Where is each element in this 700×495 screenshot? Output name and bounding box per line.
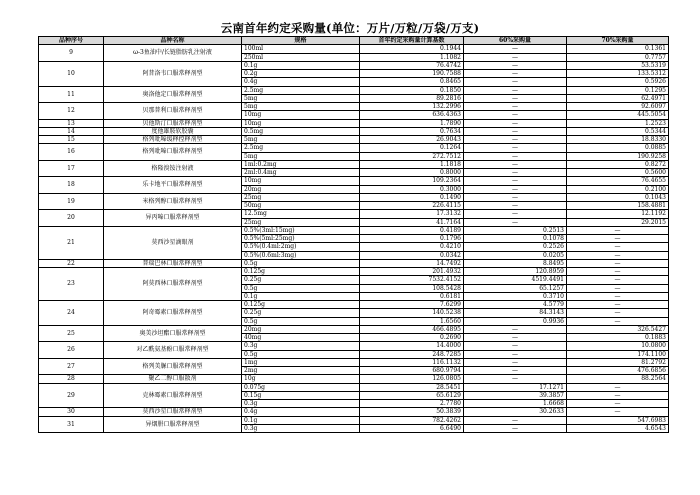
cell-spec: 0.1g [242, 292, 360, 300]
cell-variety-name: 对乙酰氨基酚口服常释剂型 [104, 342, 242, 359]
cell-base-quantity: 248.7285 [360, 350, 464, 358]
cell-base-quantity: 7532.4152 [360, 276, 464, 284]
cell-base-quantity: 201.4932 [360, 268, 464, 276]
cell-variety-name: 贝那普利口服常释剂型 [104, 103, 242, 120]
cell-base-quantity: 1.1082 [360, 53, 464, 61]
cell-70-percent: 92.6097 [567, 103, 669, 111]
cell-70-percent: 0.5926 [567, 78, 669, 86]
cell-base-quantity: 109.2364 [360, 177, 464, 185]
table-row [39, 103, 669, 111]
cell-spec: 0.5g [242, 284, 360, 292]
cell-base-quantity: 76.4742 [360, 61, 464, 69]
cell-variety-no: 18 [39, 177, 104, 194]
cell-base-quantity: 50.3839 [360, 408, 464, 416]
cell-variety-no: 14 [39, 127, 104, 135]
cell-60-percent: — [464, 367, 567, 375]
cell-70-percent: — [567, 301, 669, 309]
cell-spec: 0.5g [242, 259, 360, 267]
cell-60-percent: — [464, 218, 567, 226]
cell-base-quantity: 0.2690 [360, 334, 464, 342]
table-row [39, 86, 669, 94]
cell-spec: 0.5%(3ml:15mg) [242, 226, 360, 234]
header-60-percent: 60%采购量 [464, 37, 567, 45]
cell-60-percent: 17.1271 [464, 383, 567, 391]
cell-variety-no: 27 [39, 358, 104, 375]
cell-60-percent: — [464, 86, 567, 94]
cell-base-quantity: 0.8000 [360, 169, 464, 177]
cell-variety-name: 格列吡嗪缓释控释剂型 [104, 136, 242, 144]
header-variety-name: 品种名称 [104, 37, 242, 45]
cell-60-percent: — [464, 177, 567, 185]
cell-spec: 0.2g [242, 70, 360, 78]
table-row [39, 325, 669, 333]
table-row [39, 375, 669, 383]
cell-spec: 10g [242, 375, 360, 383]
cell-variety-name: 异丙嗪口服常释剂型 [104, 210, 242, 227]
table-row [39, 383, 669, 391]
cell-spec: 5mg [242, 94, 360, 102]
cell-spec: 0.1g [242, 61, 360, 69]
cell-variety-name: 普瑞巴林口服常释剂型 [104, 259, 242, 267]
table-row [39, 342, 669, 350]
cell-spec: 0.3g [242, 400, 360, 408]
cell-70-percent: 4.6543 [567, 424, 669, 432]
cell-base-quantity: 190.7588 [360, 70, 464, 78]
cell-variety-no: 13 [39, 119, 104, 127]
cell-base-quantity: 0.0342 [360, 251, 464, 259]
cell-base-quantity: 0.1944 [360, 45, 464, 53]
cell-base-quantity: 226.4115 [360, 202, 464, 210]
cell-70-percent: 445.5054 [567, 111, 669, 119]
cell-base-quantity: 0.1264 [360, 144, 464, 152]
cell-60-percent: 4.5779 [464, 301, 567, 309]
cell-70-percent: 0.7757 [567, 53, 669, 61]
cell-spec: 40mg [242, 334, 360, 342]
cell-60-percent: 4519.4491 [464, 276, 567, 284]
cell-70-percent: 29.2015 [567, 218, 669, 226]
cell-base-quantity: 0.1490 [360, 193, 464, 201]
cell-spec: 0.4g [242, 78, 360, 86]
cell-70-percent: — [567, 317, 669, 325]
cell-70-percent: 547.6983 [567, 416, 669, 424]
cell-spec: 0.5mg [242, 127, 360, 135]
cell-60-percent: — [464, 342, 567, 350]
table-row [39, 193, 669, 201]
cell-60-percent: — [464, 210, 567, 218]
cell-variety-name: 米格列醇口服常释剂型 [104, 193, 242, 210]
cell-base-quantity: 0.1850 [360, 86, 464, 94]
cell-variety-name: 格列美脲口服常释剂型 [104, 358, 242, 375]
cell-60-percent: — [464, 61, 567, 69]
cell-60-percent: — [464, 127, 567, 135]
cell-70-percent: 0.8272 [567, 160, 669, 168]
table-row [39, 45, 669, 53]
cell-spec: 0.1g [242, 416, 360, 424]
cell-70-percent: — [567, 251, 669, 259]
cell-60-percent: — [464, 358, 567, 366]
cell-70-percent: — [567, 292, 669, 300]
cell-70-percent: 18.8330 [567, 136, 669, 144]
cell-variety-name: 阿昔洛韦口服常释剂型 [104, 61, 242, 86]
cell-70-percent: — [567, 235, 669, 243]
cell-spec: 0.25g [242, 309, 360, 317]
cell-variety-name: 格列吡嗪口服常释剂型 [104, 144, 242, 161]
table-row [39, 259, 669, 267]
cell-70-percent: 0.1361 [567, 45, 669, 53]
cell-70-percent: — [567, 276, 669, 284]
cell-variety-no: 11 [39, 86, 104, 103]
cell-spec: 250ml [242, 53, 360, 61]
cell-70-percent: 81.2792 [567, 358, 669, 366]
header-row [39, 37, 669, 45]
cell-variety-no: 9 [39, 45, 104, 62]
cell-variety-no: 10 [39, 61, 104, 86]
cell-variety-no: 28 [39, 375, 104, 383]
cell-60-percent: 65.1257 [464, 284, 567, 292]
cell-60-percent: — [464, 350, 567, 358]
cell-base-quantity: 7.6299 [360, 301, 464, 309]
cell-spec: 0.5%(5ml:25mg) [242, 235, 360, 243]
cell-60-percent: 1.6668 [464, 400, 567, 408]
cell-base-quantity: 680.9794 [360, 367, 464, 375]
cell-70-percent: 62.4971 [567, 94, 669, 102]
cell-base-quantity: 2.7780 [360, 400, 464, 408]
table-row [39, 226, 669, 234]
cell-70-percent: 133.5312 [567, 70, 669, 78]
table-row [39, 177, 669, 185]
cell-spec: 5mg [242, 136, 360, 144]
cell-base-quantity: 6.6490 [360, 424, 464, 432]
cell-70-percent: 0.5600 [567, 169, 669, 177]
cell-spec: 20mg [242, 185, 360, 193]
cell-70-percent: 190.9258 [567, 152, 669, 160]
cell-variety-no: 26 [39, 342, 104, 359]
cell-base-quantity: 89.2816 [360, 94, 464, 102]
cell-base-quantity: 1.1818 [360, 160, 464, 168]
cell-70-percent: 88.2564 [567, 375, 669, 383]
cell-variety-name: 格隆溴铵注射液 [104, 160, 242, 177]
table-row [39, 144, 669, 152]
header-base-quantity: 首年约定采购量计算基数 [360, 37, 464, 45]
document-title: 云南首年约定采购量(单位：万片/万粒/万袋/万支) [220, 21, 480, 35]
cell-base-quantity: 0.7634 [360, 127, 464, 135]
cell-base-quantity: 126.0805 [360, 375, 464, 383]
cell-base-quantity: 14.7492 [360, 259, 464, 267]
cell-variety-no: 30 [39, 408, 104, 416]
cell-60-percent: 0.0205 [464, 251, 567, 259]
cell-spec: 50mg [242, 202, 360, 210]
cell-60-percent: 39.3857 [464, 391, 567, 399]
cell-70-percent: — [567, 226, 669, 234]
cell-60-percent: — [464, 136, 567, 144]
cell-60-percent: — [464, 160, 567, 168]
cell-70-percent: 476.6856 [567, 367, 669, 375]
cell-variety-name: 乐卡地平口服常释剂型 [104, 177, 242, 194]
cell-60-percent: — [464, 334, 567, 342]
cell-spec: 2ml:0.4mg [242, 169, 360, 177]
cell-base-quantity: 0.4210 [360, 243, 464, 251]
cell-spec: 0.5%(0.6ml:3mg) [242, 251, 360, 259]
cell-spec: 0.5g [242, 350, 360, 358]
cell-variety-no: 20 [39, 210, 104, 227]
cell-60-percent: — [464, 375, 567, 383]
cell-base-quantity: 0.6181 [360, 292, 464, 300]
cell-70-percent: 326.5427 [567, 325, 669, 333]
cell-base-quantity: 1.7890 [360, 119, 464, 127]
cell-variety-name: 阿奇霉素口服常释剂型 [104, 301, 242, 326]
cell-70-percent: — [567, 309, 669, 317]
cell-60-percent: — [464, 144, 567, 152]
cell-base-quantity: 108.5428 [360, 284, 464, 292]
cell-variety-name: 聚乙二醇口服散剂 [104, 375, 242, 383]
cell-70-percent: 76.4655 [567, 177, 669, 185]
cell-70-percent: 1.2523 [567, 119, 669, 127]
table-row [39, 136, 669, 144]
cell-spec: 0.5g [242, 317, 360, 325]
cell-spec: 25mg [242, 193, 360, 201]
cell-variety-no: 19 [39, 193, 104, 210]
cell-70-percent: — [567, 383, 669, 391]
header-spec: 规格 [242, 37, 360, 45]
cell-variety-name: 莫西沙星滴眼剂 [104, 226, 242, 259]
cell-spec: 2mg [242, 367, 360, 375]
cell-60-percent: — [464, 45, 567, 53]
cell-spec: 25mg [242, 218, 360, 226]
header-70-percent: 70%采购量 [567, 37, 669, 45]
cell-spec: 10mg [242, 177, 360, 185]
cell-60-percent: 84.3143 [464, 309, 567, 317]
cell-base-quantity: 636.4363 [360, 111, 464, 119]
cell-spec: 1ml:0.2mg [242, 160, 360, 168]
cell-base-quantity: 14.4000 [360, 342, 464, 350]
cell-60-percent: 120.8959 [464, 268, 567, 276]
cell-variety-name: 度他雄胺软胶囊 [104, 127, 242, 135]
cell-60-percent: — [464, 119, 567, 127]
cell-variety-no: 21 [39, 226, 104, 259]
cell-variety-no: 17 [39, 160, 104, 177]
cell-spec: 0.4g [242, 408, 360, 416]
cell-spec: 0.15g [242, 391, 360, 399]
cell-base-quantity: 272.7512 [360, 152, 464, 160]
cell-variety-no: 31 [39, 416, 104, 433]
cell-variety-name: 异烟肼口服常释剂型 [104, 416, 242, 433]
cell-variety-no: 15 [39, 136, 104, 144]
cell-60-percent: — [464, 78, 567, 86]
cell-60-percent: — [464, 416, 567, 424]
cell-base-quantity: 0.1796 [360, 235, 464, 243]
cell-variety-name: 奥洛他定口服常释剂型 [104, 86, 242, 103]
cell-70-percent: — [567, 408, 669, 416]
cell-variety-name: 莫西沙星口服常释剂型 [104, 408, 242, 416]
cell-variety-no: 23 [39, 268, 104, 301]
cell-variety-name: 阿莫西林口服常释剂型 [104, 268, 242, 301]
table-row [39, 119, 669, 127]
table-row [39, 268, 669, 276]
cell-70-percent: 53.5319 [567, 61, 669, 69]
cell-spec: 0.3g [242, 342, 360, 350]
table-row [39, 301, 669, 309]
cell-70-percent: — [567, 391, 669, 399]
header-variety-no: 品种序号 [39, 37, 104, 45]
cell-variety-name: 贝他斯汀口服常释剂型 [104, 119, 242, 127]
cell-spec: 100ml [242, 45, 360, 53]
cell-base-quantity: 466.4895 [360, 325, 464, 333]
cell-spec: 10mg [242, 111, 360, 119]
cell-base-quantity: 17.3132 [360, 210, 464, 218]
cell-variety-no: 24 [39, 301, 104, 326]
cell-60-percent: — [464, 111, 567, 119]
cell-spec: 0.125g [242, 268, 360, 276]
cell-60-percent: — [464, 53, 567, 61]
cell-base-quantity: 116.1132 [360, 358, 464, 366]
cell-60-percent: — [464, 424, 567, 432]
cell-base-quantity: 782.4262 [360, 416, 464, 424]
cell-60-percent: 0.1078 [464, 235, 567, 243]
cell-60-percent: — [464, 70, 567, 78]
cell-variety-name: 克林霉素口服常释剂型 [104, 383, 242, 408]
cell-spec: 12.5mg [242, 210, 360, 218]
cell-base-quantity: 26.9043 [360, 136, 464, 144]
cell-70-percent: 158.4881 [567, 202, 669, 210]
cell-60-percent: — [464, 185, 567, 193]
table-row [39, 210, 669, 218]
cell-spec: 5mg [242, 152, 360, 160]
table-row [39, 408, 669, 416]
cell-variety-no: 12 [39, 103, 104, 120]
cell-60-percent: 30.2633 [464, 408, 567, 416]
cell-spec: 0.075g [242, 383, 360, 391]
table-row [39, 160, 669, 168]
cell-70-percent: — [567, 400, 669, 408]
cell-spec: 2.5mg [242, 144, 360, 152]
cell-variety-no: 25 [39, 325, 104, 342]
cell-70-percent: 0.1295 [567, 86, 669, 94]
cell-variety-no: 29 [39, 383, 104, 408]
cell-70-percent: 10.0800 [567, 342, 669, 350]
cell-spec: 1mg [242, 358, 360, 366]
cell-spec: 0.25g [242, 276, 360, 284]
cell-70-percent: 0.1043 [567, 193, 669, 201]
cell-base-quantity: 0.8465 [360, 78, 464, 86]
cell-60-percent: — [464, 94, 567, 102]
cell-70-percent: 0.1883 [567, 334, 669, 342]
cell-60-percent: — [464, 193, 567, 201]
cell-spec: 0.125g [242, 301, 360, 309]
cell-70-percent: — [567, 243, 669, 251]
cell-base-quantity: 132.2996 [360, 103, 464, 111]
cell-70-percent: 12.1192 [567, 210, 669, 218]
cell-spec: 20mg [242, 325, 360, 333]
cell-70-percent: — [567, 284, 669, 292]
cell-60-percent: 0.9936 [464, 317, 567, 325]
cell-60-percent: 8.8495 [464, 259, 567, 267]
cell-spec: 5mg [242, 103, 360, 111]
cell-base-quantity: 0.4189 [360, 226, 464, 234]
cell-variety-name: ω-3鱼油中/长链脂肪乳注射液 [104, 45, 242, 62]
cell-60-percent: — [464, 152, 567, 160]
cell-60-percent: 0.2526 [464, 243, 567, 251]
table-row [39, 358, 669, 366]
cell-variety-no: 16 [39, 144, 104, 161]
cell-base-quantity: 1.6560 [360, 317, 464, 325]
cell-70-percent: 0.2100 [567, 185, 669, 193]
cell-60-percent: 0.2513 [464, 226, 567, 234]
cell-60-percent: — [464, 325, 567, 333]
cell-base-quantity: 28.5451 [360, 383, 464, 391]
table-row [39, 416, 669, 424]
table-row [39, 127, 669, 135]
cell-70-percent: 0.0885 [567, 144, 669, 152]
cell-60-percent: 0.3710 [464, 292, 567, 300]
cell-70-percent: 174.1100 [567, 350, 669, 358]
cell-spec: 0.3g [242, 424, 360, 432]
cell-70-percent: — [567, 268, 669, 276]
cell-60-percent: — [464, 103, 567, 111]
cell-60-percent: — [464, 169, 567, 177]
cell-base-quantity: 41.7164 [360, 218, 464, 226]
cell-70-percent: — [567, 259, 669, 267]
cell-variety-no: 22 [39, 259, 104, 267]
cell-spec: 0.5%(0.4ml:2mg) [242, 243, 360, 251]
cell-base-quantity: 0.3000 [360, 185, 464, 193]
cell-70-percent: 0.5344 [567, 127, 669, 135]
cell-base-quantity: 140.5238 [360, 309, 464, 317]
cell-variety-name: 奥美沙坦酯口服常释剂型 [104, 325, 242, 342]
table-row [39, 61, 669, 69]
cell-spec: 2.5mg [242, 86, 360, 94]
cell-60-percent: — [464, 202, 567, 210]
cell-spec: 10mg [242, 119, 360, 127]
procurement-table [38, 36, 669, 433]
table-body [39, 45, 669, 433]
cell-base-quantity: 65.6129 [360, 391, 464, 399]
